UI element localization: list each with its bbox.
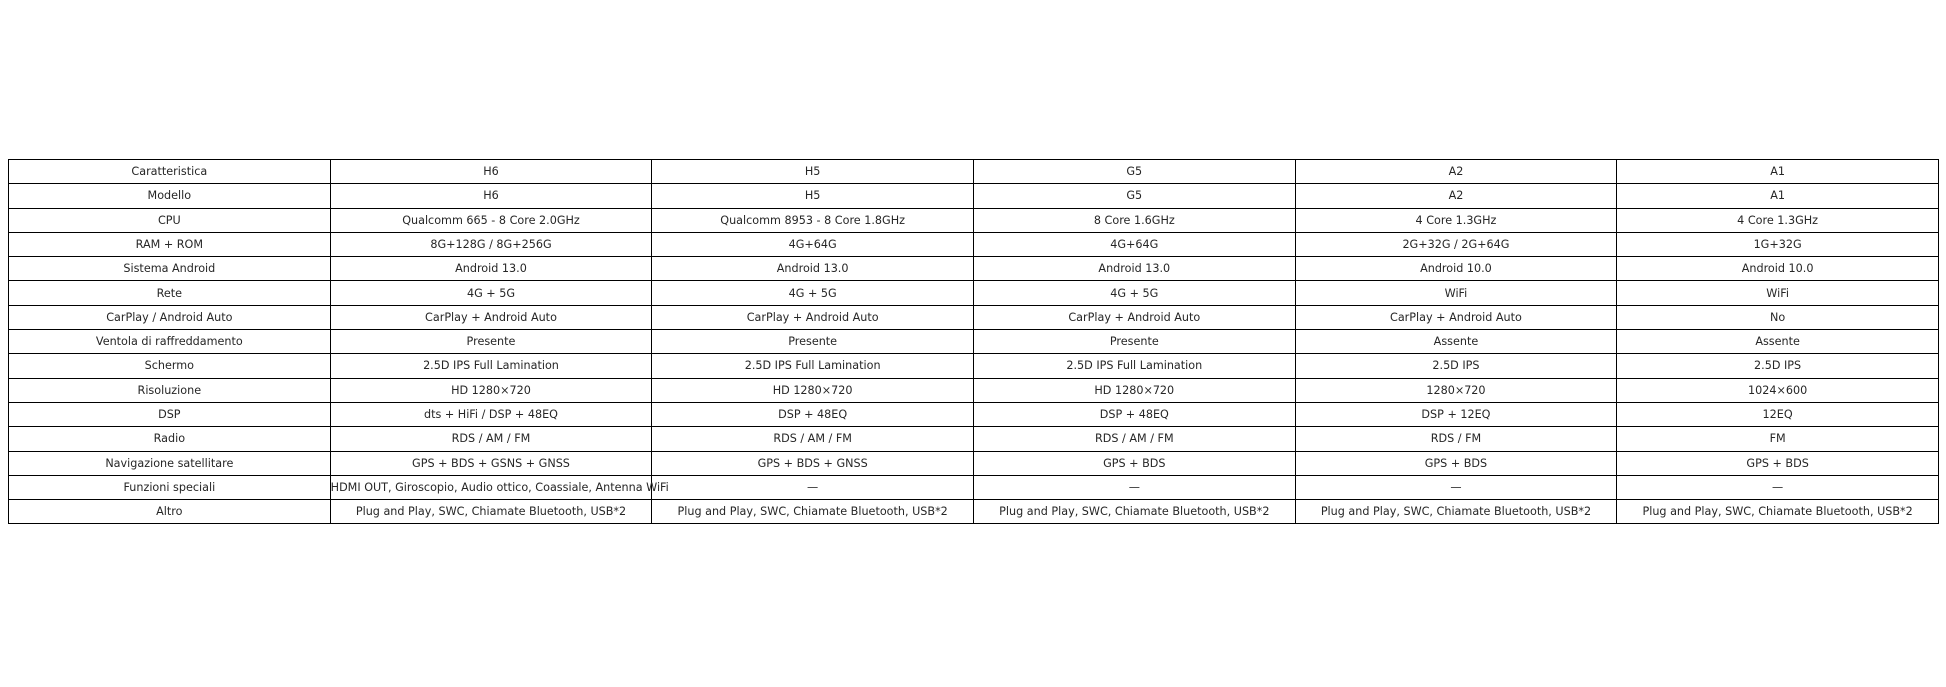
table-cell: 2.5D IPS Full Lamination [973,354,1295,378]
table-cell: 1G+32G [1617,232,1939,256]
row-label-cell: Modello [9,184,331,208]
table-row [9,427,1939,451]
table-cell: 2.5D IPS [1617,354,1939,378]
table-row [9,354,1939,378]
row-label-cell: Navigazione satellitare [9,451,331,475]
table-cell: DSP + 48EQ [652,402,974,426]
row-label-cell: Risoluzione [9,378,331,402]
table-cell: Android 13.0 [652,257,974,281]
table-row [9,184,1939,208]
table-body [9,160,1939,524]
table-cell: DSP + 48EQ [973,402,1295,426]
table-cell: Android 10.0 [1295,257,1617,281]
table-cell: A1 [1617,184,1939,208]
table-cell: dts + HiFi / DSP + 48EQ [330,402,652,426]
row-label-cell: Ventola di raffreddamento [9,330,331,354]
table-cell: CarPlay + Android Auto [330,305,652,329]
table-cell: 4G + 5G [652,281,974,305]
row-label-cell: Schermo [9,354,331,378]
table-cell: HDMI OUT, Giroscopio, Audio ottico, Coassiale, Antenna WiFi [330,475,652,499]
table-cell: RDS / AM / FM [652,427,974,451]
table-cell: RDS / AM / FM [330,427,652,451]
table-cell: Assente [1617,330,1939,354]
comparison-table [8,159,1939,524]
header-cell-model: A1 [1617,160,1939,184]
header-cell-model: H6 [330,160,652,184]
row-label-cell: CarPlay / Android Auto [9,305,331,329]
table-cell: Plug and Play, SWC, Chiamate Bluetooth, USB*2 [1617,500,1939,524]
table-cell: WiFi [1617,281,1939,305]
table-cell: G5 [973,184,1295,208]
table-cell: 4G+64G [973,232,1295,256]
table-cell: GPS + BDS [1617,451,1939,475]
table-row [9,451,1939,475]
table-cell: Assente [1295,330,1617,354]
table-cell: No [1617,305,1939,329]
row-label-cell: CPU [9,208,331,232]
table-cell: 4G + 5G [330,281,652,305]
table-cell: Android 10.0 [1617,257,1939,281]
table-cell: 1024×600 [1617,378,1939,402]
row-label-cell: Sistema Android [9,257,331,281]
table-cell: 2.5D IPS Full Lamination [652,354,974,378]
table-cell: H6 [330,184,652,208]
row-label-cell: RAM + ROM [9,232,331,256]
table-cell: 4G + 5G [973,281,1295,305]
table-cell: — [652,475,974,499]
row-label-cell: Altro [9,500,331,524]
table-cell: Plug and Play, SWC, Chiamate Bluetooth, USB*2 [330,500,652,524]
table-cell: A2 [1295,184,1617,208]
table-cell: 2.5D IPS [1295,354,1617,378]
header-cell-model: G5 [973,160,1295,184]
table-cell: Android 13.0 [330,257,652,281]
table-row [9,330,1939,354]
table-cell: GPS + BDS + GSNS + GNSS [330,451,652,475]
table-cell: 1280×720 [1295,378,1617,402]
row-label-cell: Funzioni speciali [9,475,331,499]
table-row [9,208,1939,232]
table-cell: Qualcomm 665 - 8 Core 2.0GHz [330,208,652,232]
row-label-cell: DSP [9,402,331,426]
table-cell: 2G+32G / 2G+64G [1295,232,1617,256]
header-cell-model: A2 [1295,160,1617,184]
table-cell: 8G+128G / 8G+256G [330,232,652,256]
table-cell: HD 1280×720 [652,378,974,402]
table-cell: H5 [652,184,974,208]
table-cell: HD 1280×720 [973,378,1295,402]
table-row [9,281,1939,305]
table-row [9,402,1939,426]
table-cell: 4G+64G [652,232,974,256]
table-row [9,475,1939,499]
table-cell: RDS / AM / FM [973,427,1295,451]
table-cell: Presente [973,330,1295,354]
table-cell: GPS + BDS + GNSS [652,451,974,475]
table-cell: — [1295,475,1617,499]
table-cell: GPS + BDS [1295,451,1617,475]
table-row [9,305,1939,329]
table-cell: Plug and Play, SWC, Chiamate Bluetooth, USB*2 [1295,500,1617,524]
table-cell: DSP + 12EQ [1295,402,1617,426]
row-label-cell: Radio [9,427,331,451]
table-cell: Presente [330,330,652,354]
table-cell: GPS + BDS [973,451,1295,475]
table-header-row [9,160,1939,184]
table-cell: Qualcomm 8953 - 8 Core 1.8GHz [652,208,974,232]
table-cell: Android 13.0 [973,257,1295,281]
table-cell: 8 Core 1.6GHz [973,208,1295,232]
table-cell: — [1617,475,1939,499]
table-cell: CarPlay + Android Auto [652,305,974,329]
table-cell: Plug and Play, SWC, Chiamate Bluetooth, USB*2 [973,500,1295,524]
table-row [9,232,1939,256]
header-cell-model: H5 [652,160,974,184]
table-cell: Plug and Play, SWC, Chiamate Bluetooth, USB*2 [652,500,974,524]
table-cell: WiFi [1295,281,1617,305]
table-cell: RDS / FM [1295,427,1617,451]
table-cell: 4 Core 1.3GHz [1617,208,1939,232]
table-cell: CarPlay + Android Auto [973,305,1295,329]
table-row [9,378,1939,402]
table-cell: — [973,475,1295,499]
table-row [9,257,1939,281]
table-cell: FM [1617,427,1939,451]
table-cell: 2.5D IPS Full Lamination [330,354,652,378]
table-cell: 12EQ [1617,402,1939,426]
header-cell-feature: Caratteristica [9,160,331,184]
table-cell: Presente [652,330,974,354]
table-cell: 4 Core 1.3GHz [1295,208,1617,232]
table-row [9,500,1939,524]
row-label-cell: Rete [9,281,331,305]
table-cell: HD 1280×720 [330,378,652,402]
table-cell: CarPlay + Android Auto [1295,305,1617,329]
